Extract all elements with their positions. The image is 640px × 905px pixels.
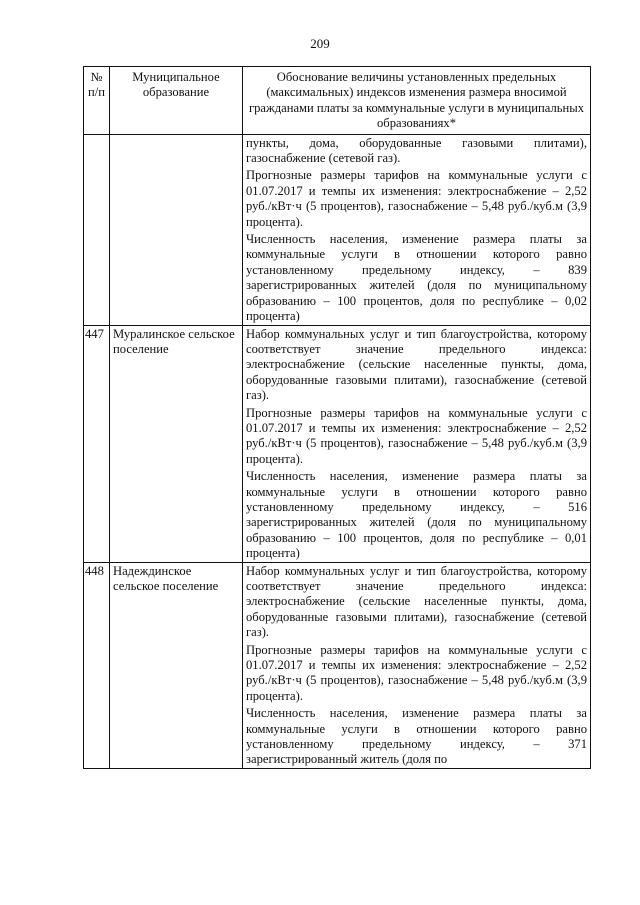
table-row bbox=[84, 562, 591, 768]
table-row bbox=[84, 134, 591, 325]
paragraph: Прогнозные размеры тарифов на коммунальные услуги с 01.07.2017 и темпы их изменения: электроснабжение – 2,52 руб./кВт·ч (5 процентов), газоснабжение – 5,48 руб./куб.м (3,9 процента). bbox=[246, 168, 587, 229]
paragraph: Численность населения, изменение размера платы за коммунальные услуги в отношении которого равно установленному предельному индексу, – 516 зарегистрированных жителей (доля по муниципальному образованию – 100 процентов, доля по республике – 0,01 процента) bbox=[246, 469, 587, 561]
header-num: № п/п bbox=[84, 67, 110, 135]
paragraph: Набор коммунальных услуг и тип благоустройства, которому соответствует значение предельного индекса: электроснабжение (сельские населенные пункты, дома, оборудованные газовыми плитами), газоснабжение (сетевой газ). bbox=[246, 563, 587, 640]
paragraph: Численность населения, изменение размера платы за коммунальные услуги в отношении которого равно установленному предельному индексу, – 371 зарегистрированный житель (доля по bbox=[246, 706, 587, 767]
row-number: 447 bbox=[84, 325, 110, 562]
row-municipality bbox=[110, 134, 243, 325]
header-justification: Обоснование величины установленных предельных (максимальных) индексов изменения размера вносимой гражданами платы за коммунальные услуги в муниципальных образованиях* bbox=[243, 67, 591, 135]
paragraph: пункты, дома, оборудованные газовыми плитами), газоснабжение (сетевой газ). bbox=[246, 135, 587, 166]
row-municipality: Надеждинское сельское поселение bbox=[110, 562, 243, 768]
page-number: 209 bbox=[310, 36, 330, 51]
table-row bbox=[84, 325, 591, 562]
header-municipality: Муниципальное образование bbox=[110, 67, 243, 135]
row-number: 448 bbox=[84, 562, 110, 768]
row-justification bbox=[243, 134, 591, 325]
paragraph: Численность населения, изменение размера платы за коммунальные услуги в отношении которого равно установленному предельному индексу, – 839 зарегистрированных жителей (доля по муниципальному образованию – 100 процентов, доля по республике – 0,02 процента) bbox=[246, 232, 587, 324]
table-header-row bbox=[84, 67, 591, 135]
paragraph: Прогнозные размеры тарифов на коммунальные услуги с 01.07.2017 и темпы их изменения: электроснабжение – 2,52 руб./кВт·ч (5 процентов), газоснабжение – 5,48 руб./куб.м (3,9 процента). bbox=[246, 405, 587, 466]
tariff-table bbox=[83, 66, 591, 769]
paragraph: Набор коммунальных услуг и тип благоустройства, которому соответствует значение предельного индекса: электроснабжение (сельские населенные пункты, дома, оборудованные газовыми плитами), газоснабжение (сетевой газ). bbox=[246, 326, 587, 403]
row-municipality: Муралинское сельское поселение bbox=[110, 325, 243, 562]
row-justification bbox=[243, 325, 591, 562]
row-justification bbox=[243, 562, 591, 768]
paragraph: Прогнозные размеры тарифов на коммунальные услуги с 01.07.2017 и темпы их изменения: электроснабжение – 2,52 руб./кВт·ч (5 процентов), газоснабжение – 5,48 руб./куб.м (3,9 процента). bbox=[246, 642, 587, 703]
row-number bbox=[84, 134, 110, 325]
